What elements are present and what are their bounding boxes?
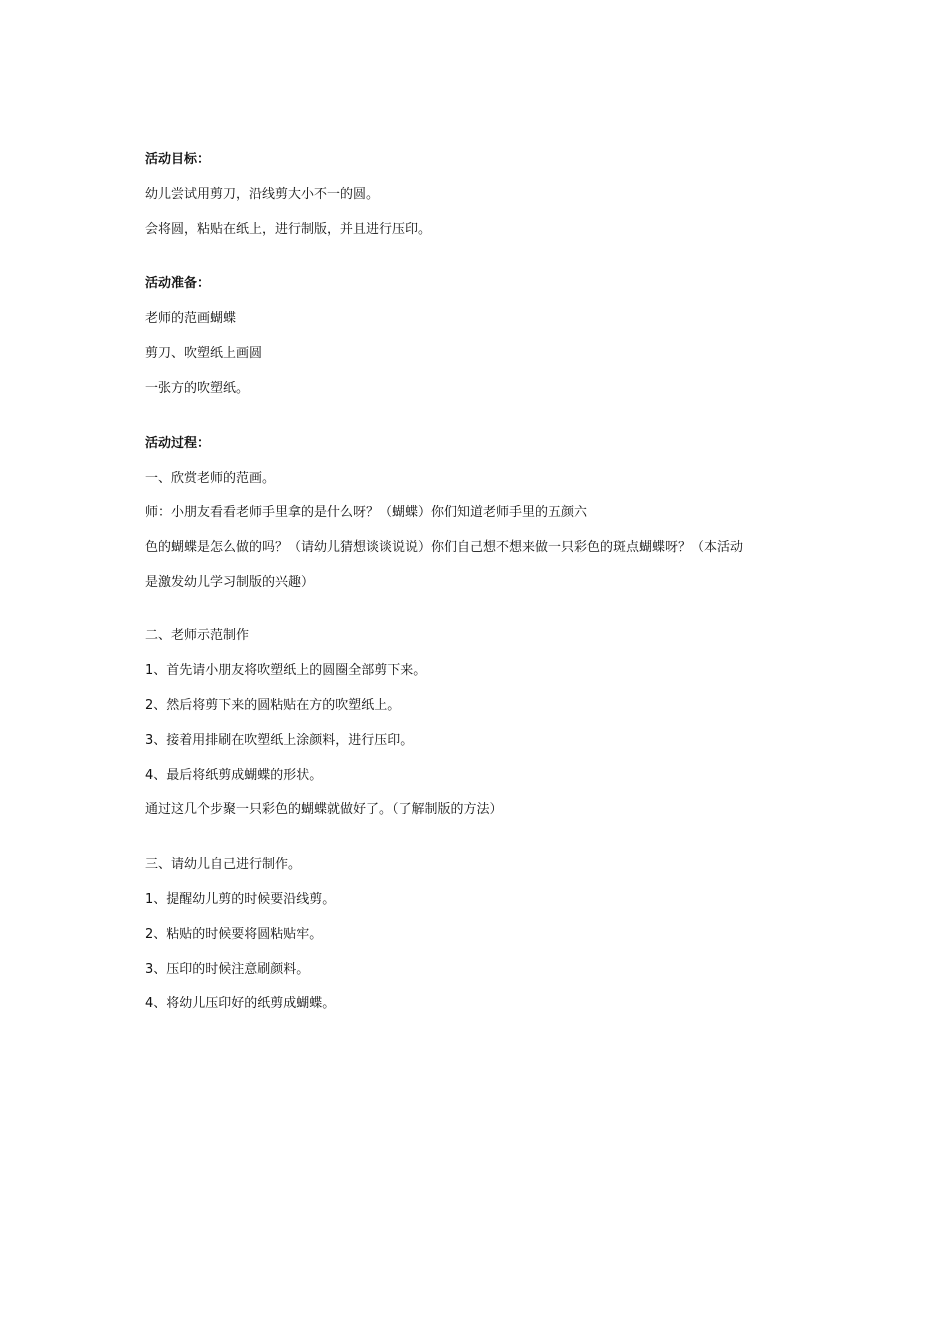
- prep-heading: 活动准备：: [145, 276, 211, 291]
- goal-item-2: 会将圆，粘贴在纸上，进行制版，并且进行压印。: [145, 222, 432, 237]
- part1-line-1: 师：小朋友看看老师手里拿的是什么呀？（蝴蝶）你们知道老师手里的五颜六: [145, 505, 588, 520]
- part3-step-1: 1、提醒幼儿剪的时候要沿线剪。: [145, 892, 336, 907]
- part2-step-2: 2、然后将剪下来的圆粘贴在方的吹塑纸上。: [145, 698, 401, 713]
- part3-title: 三、请幼儿自己进行制作。: [145, 857, 302, 872]
- part3-step-2: 2、粘贴的时候要将圆粘贴牢。: [145, 927, 323, 942]
- prep-item-3: 一张方的吹塑纸。: [145, 381, 250, 396]
- prep-item-1: 老师的范画蝴蝶: [145, 311, 237, 326]
- part1-line-2: 色的蝴蝶是怎么做的吗？（请幼儿猜想谈谈说说）你们自己想不想来做一只彩色的斑点蝴蝶呀？（本活动: [145, 540, 744, 555]
- goals-heading: 活动目标：: [145, 152, 211, 167]
- part2-step-4: 4、最后将纸剪成蝴蝶的形状。: [145, 768, 323, 783]
- part3-step-3: 3、压印的时候注意刷颜料。: [145, 962, 310, 977]
- part2-step-3: 3、接着用排刷在吹塑纸上涂颜料，进行压印。: [145, 733, 414, 748]
- part2-summary: 通过这几个步聚一只彩色的蝴蝶就做好了。（了解制版的方法）: [145, 802, 503, 817]
- part2-step-1: 1、首先请小朋友将吹塑纸上的圆圈全部剪下来。: [145, 663, 427, 678]
- process-heading: 活动过程：: [145, 436, 211, 451]
- prep-item-2: 剪刀、吹塑纸上画圆: [145, 346, 263, 361]
- part3-step-4: 4、将幼儿压印好的纸剪成蝴蝶。: [145, 996, 336, 1011]
- part1-title: 一、欣赏老师的范画。: [145, 471, 276, 486]
- goal-item-1: 幼儿尝试用剪刀，沿线剪大小不一的圆。: [145, 187, 380, 202]
- part2-title: 二、老师示范制作: [145, 628, 250, 643]
- part1-line-3: 是激发幼儿学习制版的兴趣）: [145, 575, 315, 590]
